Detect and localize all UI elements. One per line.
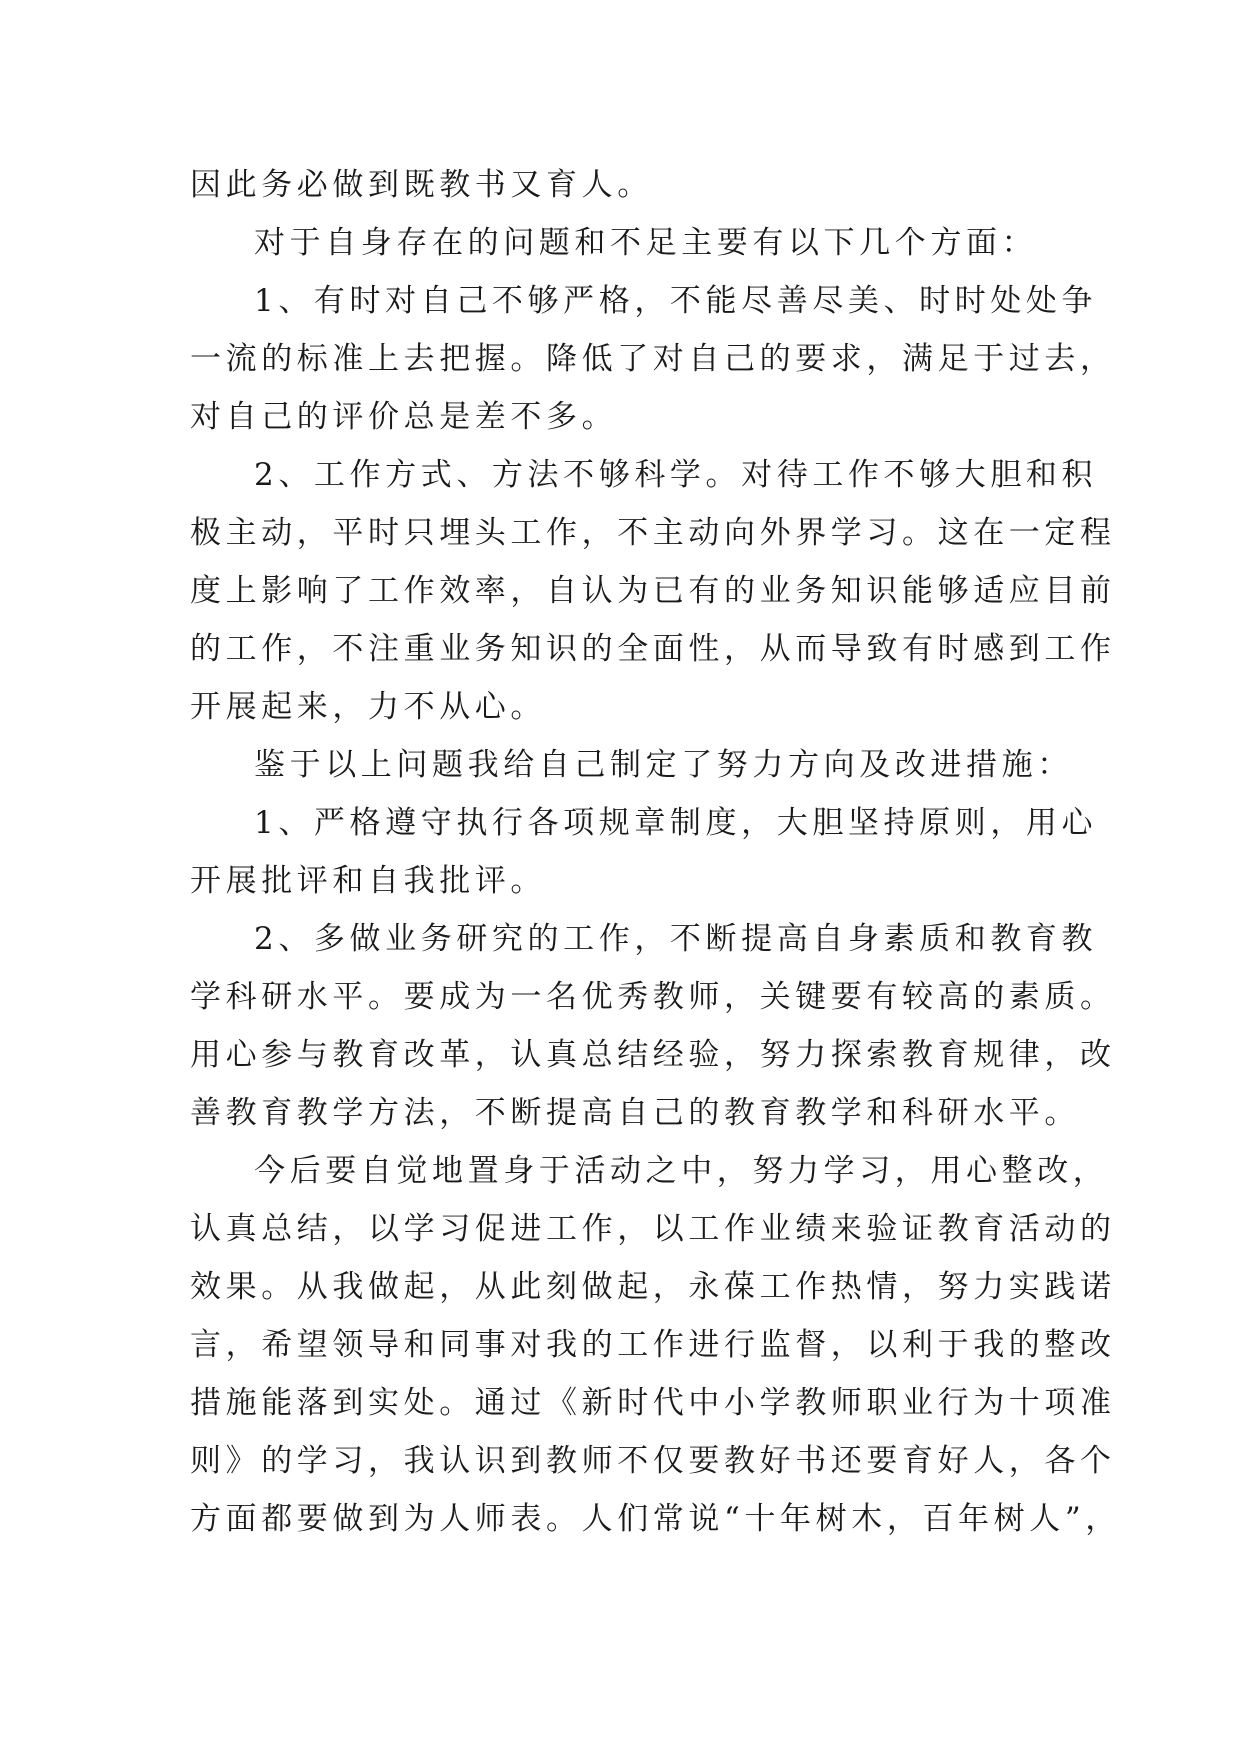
text-line: 今后要自觉地置身于活动之中，努力学习，用心整改， [254,1153,1109,1189]
body-text [190,156,1121,1548]
text-line: 善教育教学方法，不断提高自己的教育教学和科研水平。 [190,1095,1080,1131]
text-line: 开展批评和自我批评。 [190,863,546,899]
text-line: 用心参与教育改革，认真总结经验，努力探索教育规律，改 [190,1037,1116,1073]
text-line: 极主动，平时只埋头工作，不主动向外界学习。这在一定程 [190,515,1116,551]
text-line: 2、多做业务研究的工作，不断提高自身素质和教育教 [254,921,1098,957]
text-line: 对自己的评价总是差不多。 [190,399,618,435]
text-line: 言，希望领导和同事对我的工作进行监督，以利于我的整改 [190,1327,1116,1363]
text-line: 措施能落到实处。通过《新时代中小学教师职业行为十项准 [190,1385,1116,1421]
text-line: 2、工作方式、方法不够科学。对待工作不够大胆和积 [254,457,1098,493]
text-line: 的工作，不注重业务知识的全面性，从而导致有时感到工作 [190,631,1116,667]
text-line: 学科研水平。要成为一名优秀教师，关键要有较高的素质。 [190,979,1116,1015]
text-line: 因此务必做到既教书又育人。 [190,167,653,203]
text-line: 度上影响了工作效率，自认为已有的业务知识能够适应目前 [190,573,1116,609]
text-line: 1、有时对自己不够严格，不能尽善尽美、时时处处争 [254,283,1098,319]
text-line: 开展起来，力不从心。 [190,689,546,725]
text-line: 1、严格遵守执行各项规章制度，大胆坚持原则，用心 [254,805,1098,841]
text-line: 一流的标准上去把握。降低了对自己的要求，满足于过去， [190,341,1116,377]
text-line: 方面都要做到为人师表。人们常说“十年树木，百年树人”， [190,1501,1121,1537]
text-line: 效果。从我做起，从此刻做起，永葆工作热情，努力实践诺 [190,1269,1116,1305]
text-line: 则》的学习，我认识到教师不仅要教好书还要育好人，各个 [190,1443,1116,1479]
text-line: 对于自身存在的问题和不足主要有以下几个方面： [254,225,1038,261]
text-line: 鉴于以上问题我给自己制定了努力方向及改进措施： [254,747,1073,783]
text-line: 认真总结，以学习促进工作，以工作业绩来验证教育活动的 [190,1211,1116,1247]
